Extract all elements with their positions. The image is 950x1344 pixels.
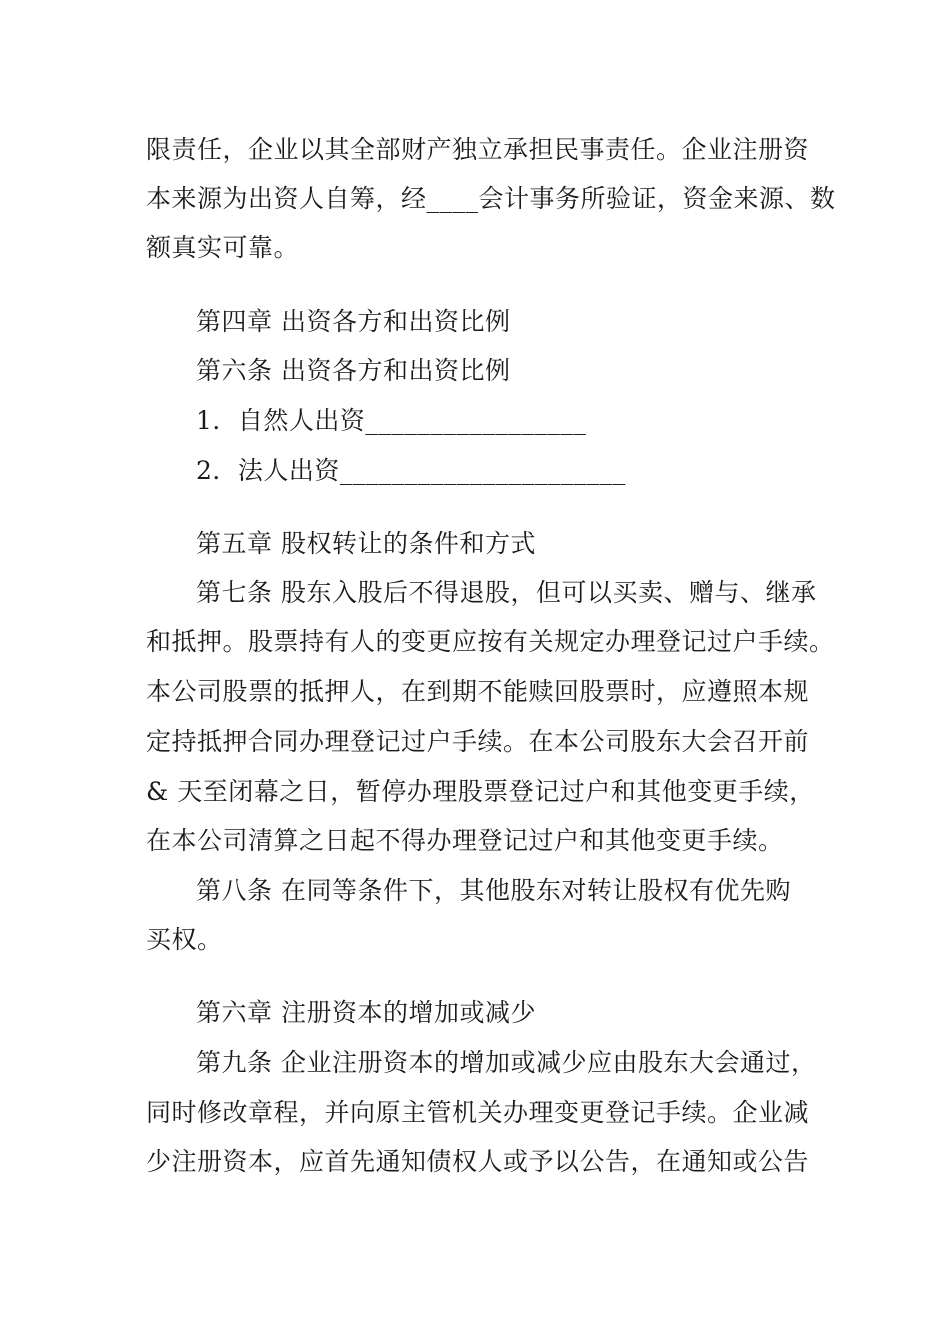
text-line: 买权。: [146, 925, 223, 954]
article-text: 第七条 股东入股后不得退股，但可以买卖、赠与、继承: [196, 578, 817, 607]
text-line: 和抵押。股票持有人的变更应按有关规定办理登记过户手续。: [146, 627, 835, 656]
text-line: 在本公司清算之日起不得办理登记过户和其他变更手续。: [146, 826, 784, 855]
text-line: 同时修改章程，并向原主管机关办理变更登记手续。企业减: [146, 1098, 810, 1127]
text-line: & 天至闭幕之日，暂停办理股票登记过户和其他变更手续，: [146, 777, 815, 806]
text-line: 本公司股票的抵押人，在到期不能赎回股票时，应遵照本规: [146, 677, 810, 706]
list-item: 2．法人出资______________________: [196, 456, 626, 485]
text-line: 本来源为出资人自筹，经____会计事务所验证，资金来源、数: [146, 184, 836, 213]
article-text: 第九条 企业注册资本的增加或减少应由股东大会通过，: [196, 1048, 817, 1077]
text-line: 限责任，企业以其全部财产独立承担民事责任。企业注册资: [146, 135, 810, 164]
text-line: 额真实可靠。: [146, 233, 300, 262]
chapter-heading: 第五章 股权转让的条件和方式: [196, 529, 536, 558]
chapter-heading: 第四章 出资各方和出资比例: [196, 307, 511, 336]
text-line: 少注册资本，应首先通知债权人或予以公告，在通知或公告: [146, 1147, 810, 1176]
text-line: 定持抵押合同办理登记过户手续。在本公司股东大会召开前: [146, 727, 810, 756]
list-item: 1．自然人出资_________________: [196, 406, 587, 435]
article-heading: 第六条 出资各方和出资比例: [196, 356, 511, 385]
chapter-heading: 第六章 注册资本的增加或减少: [196, 998, 536, 1027]
article-text: 第八条 在同等条件下，其他股东对转让股权有优先购: [196, 876, 791, 905]
